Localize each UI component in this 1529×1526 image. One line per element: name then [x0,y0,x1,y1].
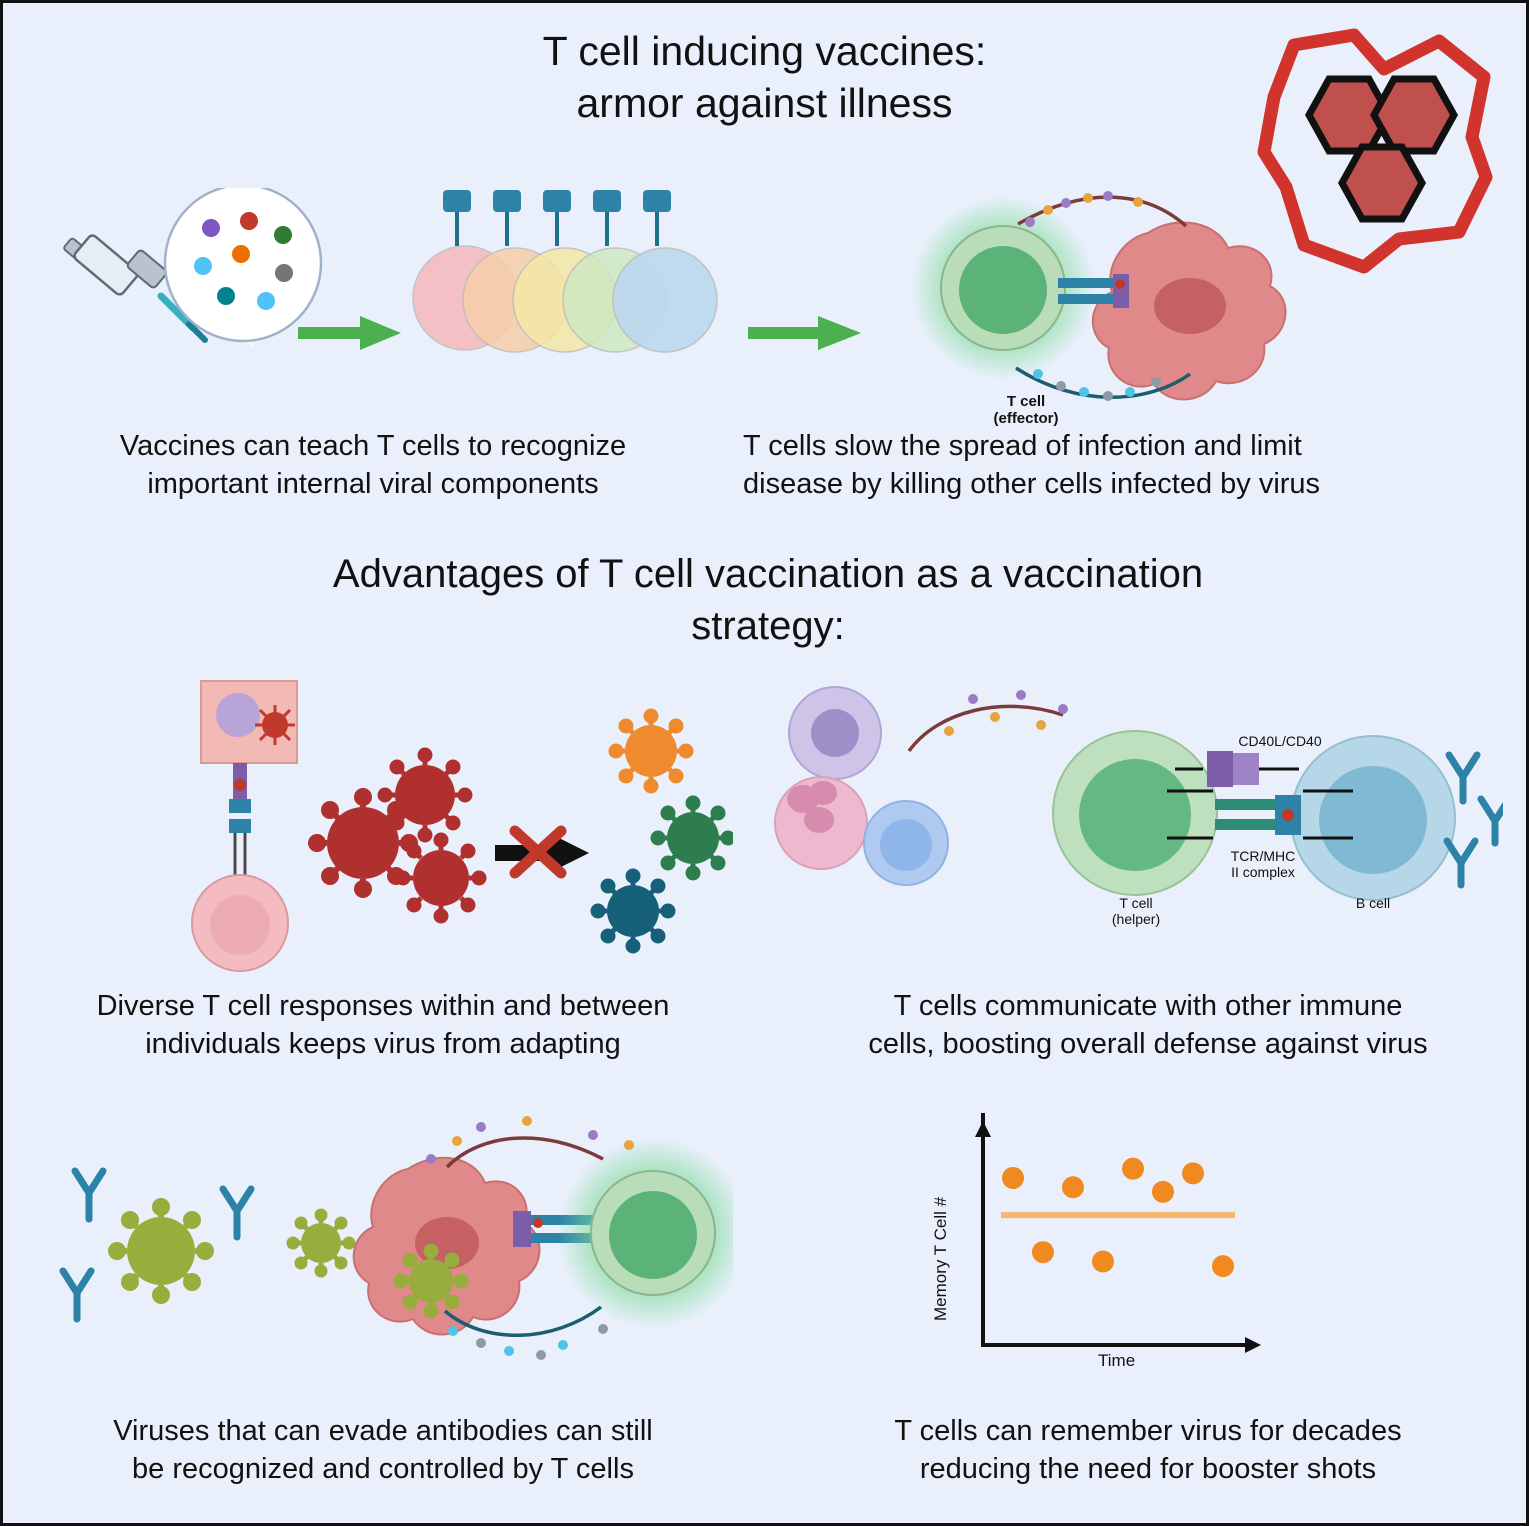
quadrant-evading-antibodies [33,1093,733,1513]
caption-diverse-line1: Diverse T cell responses within and between [96,990,670,1022]
b-cell-label: B cell [1355,895,1391,911]
row-vaccine-to-killing [3,178,1526,518]
page-title-line2: armor against illness [576,80,953,127]
caption-vaccines-line2: important internal viral components [147,467,599,500]
caption-slow-spread-line2: disease by killing other cells infected by virus [743,467,1321,500]
virus-evading-antibodies-illustration [33,1093,733,1398]
caption-vaccines-line1: Vaccines can teach T cells to recognize [119,430,627,462]
chart-x-axis-label: Time [1098,1351,1136,1370]
chart-data-point [1092,1250,1114,1272]
caption-diverse-line2: individuals keeps virus from adapting [145,1027,621,1060]
t-cell-effector-label [966,393,1086,428]
caption-communication-line2: cells, boosting overall defense against virus [868,1027,1428,1060]
cd40l-cd40-label: CD40L/CD40 [1238,733,1322,749]
chart-axes [975,1113,1261,1353]
chart-data-point [1122,1158,1144,1180]
quadrant-diverse-t-cell-responses [33,673,733,1083]
chart-data-point [1212,1255,1234,1277]
caption-memory-line1: T cells can remember virus for decades [894,1415,1402,1447]
t-cell-helper-label-line1: T cell [1119,895,1153,911]
chart-data-point [1062,1176,1084,1198]
tcr-mhc-label-line1: TCR/MHC [1230,848,1296,864]
section-heading-line1: Advantages of T cell vaccination as a vaccination [332,552,1204,596]
chart-data-point [1002,1167,1024,1189]
caption-tcells-slow-spread [743,428,1483,503]
tcr-mhc-label-line2: II complex [1231,864,1295,881]
caption-t-cell-communication [803,988,1493,1063]
arrow-right-green-2 [748,313,863,353]
diverse-responses-illustration [33,673,733,983]
chart-data-point [1182,1162,1204,1184]
caption-evade-line2: be recognized and controlled by T cells [132,1452,634,1485]
caption-communication-line1: T cells communicate with other immune [893,990,1403,1022]
tcr-mhc-label [1203,848,1323,880]
caption-memory-t-cells [803,1413,1493,1488]
t-cell-killing-infected-cell-illustration [898,178,1318,448]
caption-diverse-responses [43,988,723,1063]
quadrant-memory-t-cells [763,1093,1503,1513]
section-heading-line2: strategy: [691,604,845,648]
blocked-arrow-icon [495,831,589,873]
section-heading-advantages [113,548,1423,652]
t-cell-helper-label-line2: (helper) [1111,911,1161,928]
quadrant-t-cell-communication [763,673,1503,1083]
t-cell-b-cell-communication-illustration [763,673,1503,983]
antigen-presenting-cells-illustration [403,188,723,448]
chart-data-point [1152,1181,1174,1203]
caption-memory-line2: reducing the need for booster shots [919,1452,1377,1485]
memory-t-cell-scatter-chart [923,1093,1353,1398]
arrow-right-green-1 [298,313,403,353]
page-title-line1: T cell inducing vaccines: [542,28,987,74]
caption-slow-spread-line1: T cells slow the spread of infection and limit [743,430,1302,462]
t-cell-effector-label-line2: (effector) [993,410,1059,428]
caption-vaccines-teach-tcells [53,428,693,503]
chart-y-axis-label: Memory T Cell # [931,1196,950,1321]
caption-evade-line1: Viruses that can evade antibodies can still [113,1415,653,1447]
t-cell-effector-label-line1: T cell [1006,393,1046,410]
caption-evade-antibodies [43,1413,723,1488]
chart-data-point [1032,1241,1054,1263]
t-cell-helper-label [1081,895,1191,927]
